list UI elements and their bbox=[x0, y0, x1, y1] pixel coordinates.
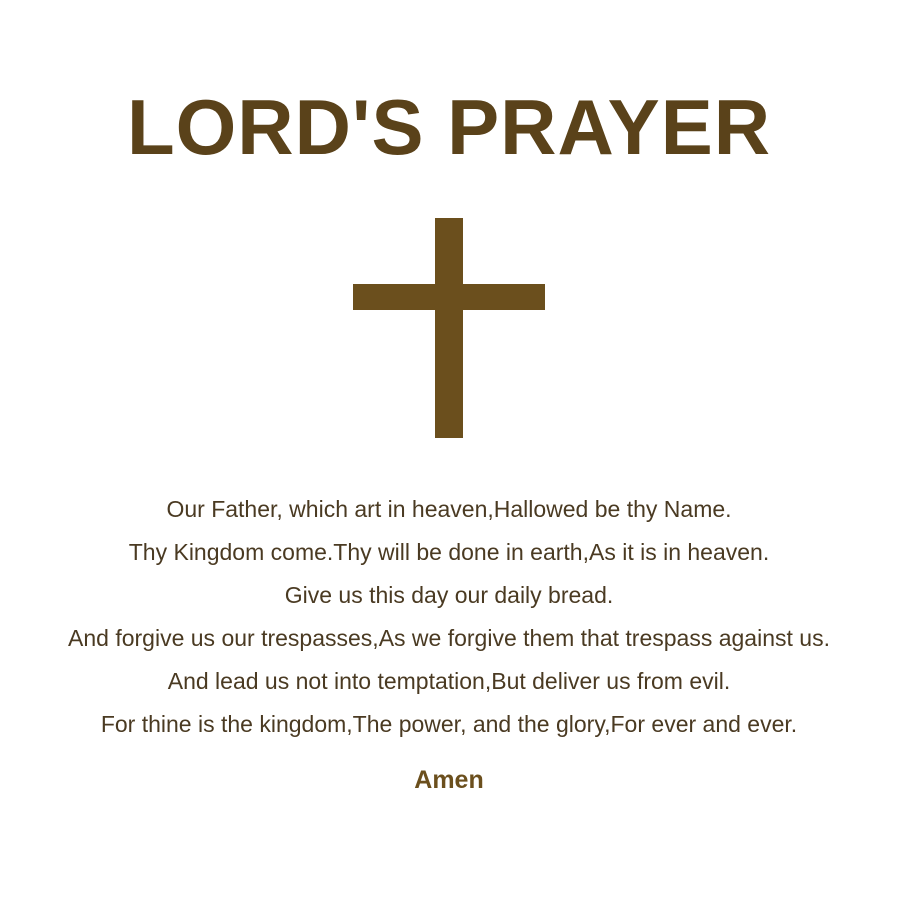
prayer-line: For thine is the kingdom,The power, and the glory,For ever and ever. bbox=[100, 711, 798, 737]
prayer-line: Our Father, which art in heaven,Hallowed be thy Name. bbox=[166, 496, 732, 522]
page-title: LORD'S PRAYER bbox=[126, 83, 772, 171]
prayer-line: And forgive us our trespasses,As we forgive them that trespass against us. bbox=[68, 625, 830, 651]
cross-horizontal-bar bbox=[353, 284, 545, 310]
prayer-line: Give us this day our daily bread. bbox=[284, 582, 614, 608]
cross-icon bbox=[349, 218, 549, 438]
prayer-line: Thy Kingdom come.Thy will be done in earth,As it is in heaven. bbox=[128, 539, 770, 565]
prayer-text bbox=[19, 488, 879, 795]
prayer-line: And lead us not into temptation,But deliver us from evil. bbox=[167, 668, 731, 694]
amen-text: Amen bbox=[414, 766, 484, 794]
cross-vertical-bar bbox=[435, 218, 463, 438]
